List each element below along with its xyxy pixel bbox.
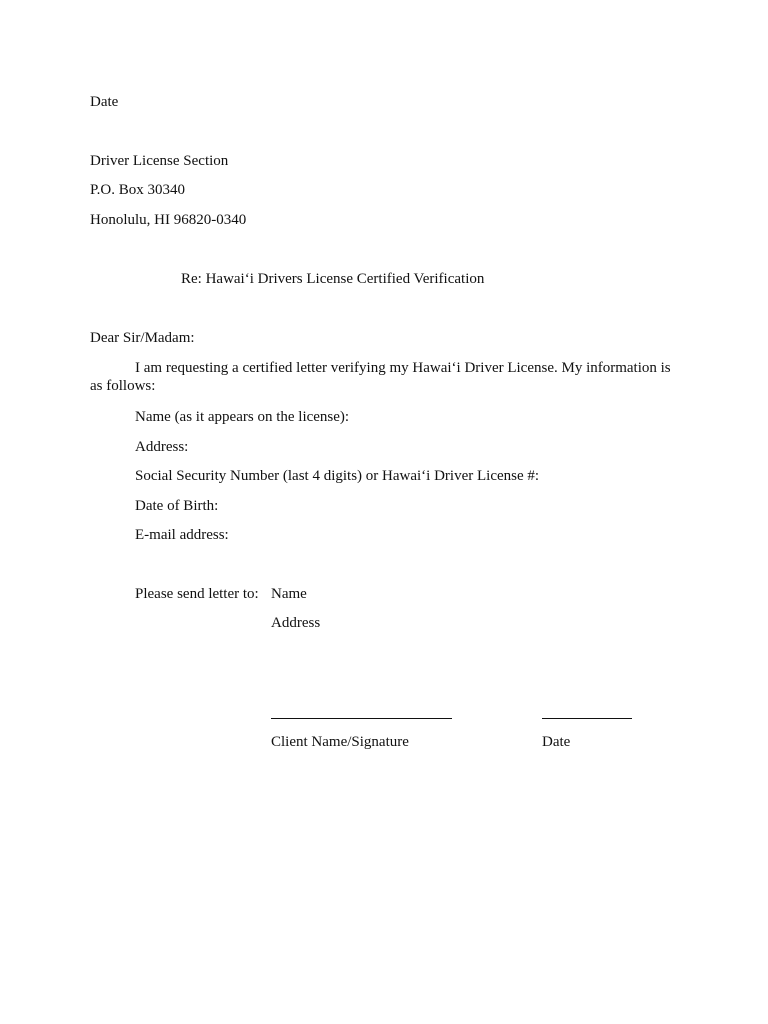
signature-line [271,718,452,719]
send-to-address: Address [271,615,321,631]
field-dob-label: Date of Birth: [135,498,219,514]
client-signature-label: Client Name/Signature [271,734,409,750]
field-address-label: Address: [135,439,189,455]
field-ssn-label: Social Security Number (last 4 digits) or Hawai‘i Driver License #: [135,468,540,484]
date-placeholder: Date [90,94,119,110]
signature-date-line [542,718,632,719]
field-email-label: E-mail address: [135,527,229,543]
send-to-name: Name [271,586,307,602]
subject-line: Re: Hawai‘i Drivers License Certified Verification [181,271,485,287]
recipient-line-2: P.O. Box 30340 [90,182,186,198]
send-to-label: Please send letter to: [135,586,259,602]
salutation: Dear Sir/Madam: [90,330,195,346]
field-name-label: Name (as it appears on the license): [135,409,350,425]
signature-date-label: Date [542,734,571,750]
body-paragraph: I am requesting a certified letter verifying my Hawai‘i Driver License. My information is as follows: [90,360,671,394]
recipient-line-3: Honolulu, HI 96820-0340 [90,212,247,228]
recipient-line-1: Driver License Section [90,153,229,169]
